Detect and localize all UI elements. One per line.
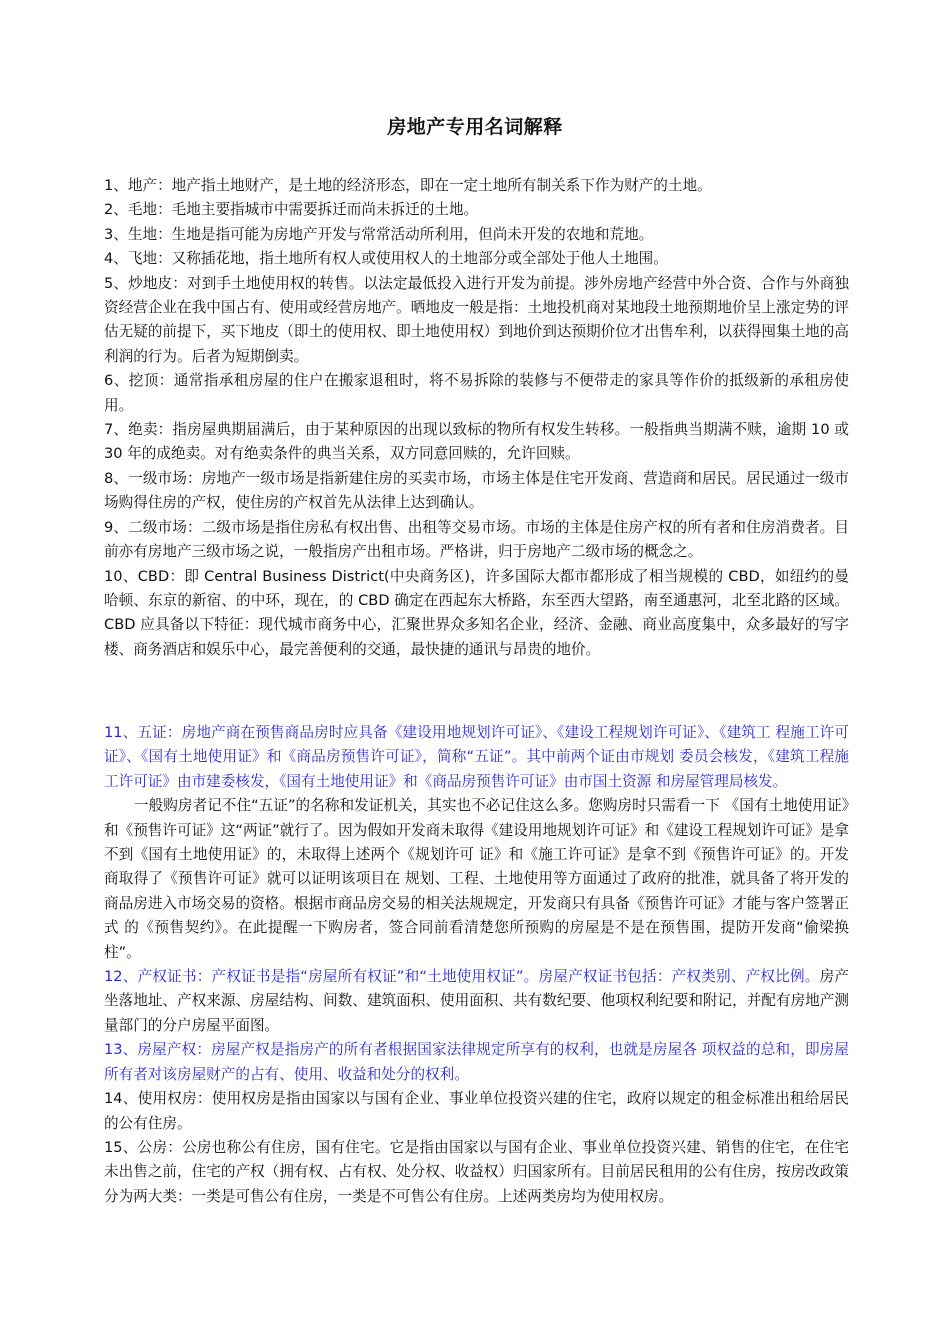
list-item: 10、CBD：即 Central Business District(中央商务区)，许多国际大都市都形成了相当规模的 CBD，如纽约的曼哈顿、东京的新宿、的中环，现在，的 CBD 确定在西起东大桥路，东至西大望路，南至通惠河，北至北路的区域。CBD 应具备以下特征：现代城市商务中心，汇聚世界众多知名企业，经济、金融、商业高度集中，众多最好的写字楼、商务酒店和娱乐中心，最完善便利的交通，最快捷的通讯与昂贵的地价。: [104, 567, 849, 658]
list-item: 4、飞地：又称插花地，指土地所有权人或使用权人的土地部分或全部处于他人土地围。: [104, 250, 668, 268]
list-item: 7、绝卖：指房屋典期届满后，由于某种原因的出现以致标的物所有权发生转移。一般指典当期满不赎，逾期 10 或 30 年的成绝卖。对有绝卖条件的典当关系，双方同意回赎的，允许回赎。: [104, 421, 849, 463]
definitions-section-1: [104, 174, 849, 662]
property-rights-item: 13、房屋产权：房屋产权是指房产的所有者根据国家法律规定所享有的权利，也就是房屋各 项权益的总和，即房屋所有者对该房屋财产的占有、使用、收益和处分的权利。: [104, 1041, 849, 1083]
list-item: 9、二级市场：二级市场是指住房私有权出售、出租等交易市场。市场的主体是住房产权的所有者和住房消费者。目前亦有房地产三级市场之说，一般指房产出租市场。严格讲，归于房地产二级市场的概念之。: [104, 518, 849, 561]
property-certificate-details: 房产坐落地址、产权来源、房屋结构、间数、建筑面积、使用面积、共有数纪要、他项权利纪要和附记，并配有房地产测量部门的分户房屋平面图。: [104, 968, 849, 1034]
five-certificates-explanation: 一般购房者记不住“五证”的名称和发证机关，其实也不必记住这么多。您购房时只需看一下 《国有土地使用证》和《预售许可证》这“两证”就行了。因为假如开发商未取得《建设用地规划许可证》和《建设工程规划许可证》是拿不到《国有土地使用证》的，未取得上述两个《规划许可 证》和《施工许可证》是拿不到《预售许可证》的。开发商取得了《预售许可证》就可以证明该项目在 规划、工程、土地使用等方面通过了政府的批准，就具备了将开发的商品房进入市场交易的资格。根据市商品房交易的相关法规规定，开发商只有具备《预售许可证》才能与客户签署正式 的《预售契约》。在此提醒一下购房者，签合同前看清楚您所预购的房屋是不是在预售围，提防开发商“偷梁换柱”。: [104, 797, 849, 961]
list-item: 8、一级市场：房地产一级市场是指新建住房的买卖市场，市场主体是住宅开发商、营造商和居民。居民通过一级市场购得住房的产权，使住房的产权首先从法律上达到确认。: [104, 469, 849, 512]
page-title: 房地产专用名词解释: [387, 116, 563, 138]
property-certificate-item: [104, 965, 849, 1038]
definitions-section-2: [104, 721, 849, 1209]
five-certificates-item: 11、五证：房地产商在预售商品房时应具备《建设用地规划许可证》、《建设工程规划许可证》、《建筑工 程施工许可证》、《国有土地使用证》和《商品房预售许可证》，简称“五证”。其中前两个证由市规划 委员会核发，《建筑工程施工许可证》由市建委核发，《国有土地使用证》和《商品房预售许可证》由市国土资源 和房屋管理局核发。: [104, 724, 849, 790]
list-item: 5、炒地皮：对到手土地使用权的转售。以法定最低投入进行开发为前提。涉外房地产经营中外合资、合作与外商独资经营企业在我中国占有、使用或经营房地产。晒地皮一般是指：土地投机商对某地段土地预期地价呈上涨定势的评估无疑的前提下，买下地皮（即土的使用权、即土地使用权）到地价到达预期价位才出售牟利，以获得囤集土地的高利润的行为。后者为短期倒卖。: [104, 274, 849, 365]
list-item: 6、挖顶：通常指承租房屋的住户在搬家退租时，将不易拆除的装修与不便带走的家具等作价的抵级新的承租房使用。: [104, 372, 849, 414]
list-item: 3、生地：生地是指可能为房地产开发与常常活动所利用，但尚未开发的农地和荒地。: [104, 225, 654, 243]
list-item: 1、地产：地产指土地财产，是土地的经济形态，即在一定土地所有制关系下作为财产的土地。: [104, 177, 712, 194]
list-item: 15、公房：公房也称公有住房，国有住宅。它是指由国家以与国有企业、事业单位投资兴建、销售的住宅，在住宅未出售之前，住宅的产权（拥有权、占有权、处分权、收益权）归国家所有。目前居民租用的公有住房，按房改政策分为两大类：一类是可售公有住房，一类是不可售公有住房。上述两类房均为使用权房。: [104, 1138, 849, 1205]
list-item: 14、使用权房：使用权房是指由国家以与国有企业、事业单位投资兴建的住宅，政府以规定的租金标准出租给居民的公有住房。: [104, 1090, 849, 1132]
property-certificate-highlight: 12、产权证书：产权证书是指“房屋所有权证”和“土地使用权证”。房屋产权证书包括：产权类别、产权比例。: [104, 968, 820, 986]
list-item: 2、毛地：毛地主要指城市中需要拆迁而尚未拆迁的土地。: [104, 201, 479, 219]
